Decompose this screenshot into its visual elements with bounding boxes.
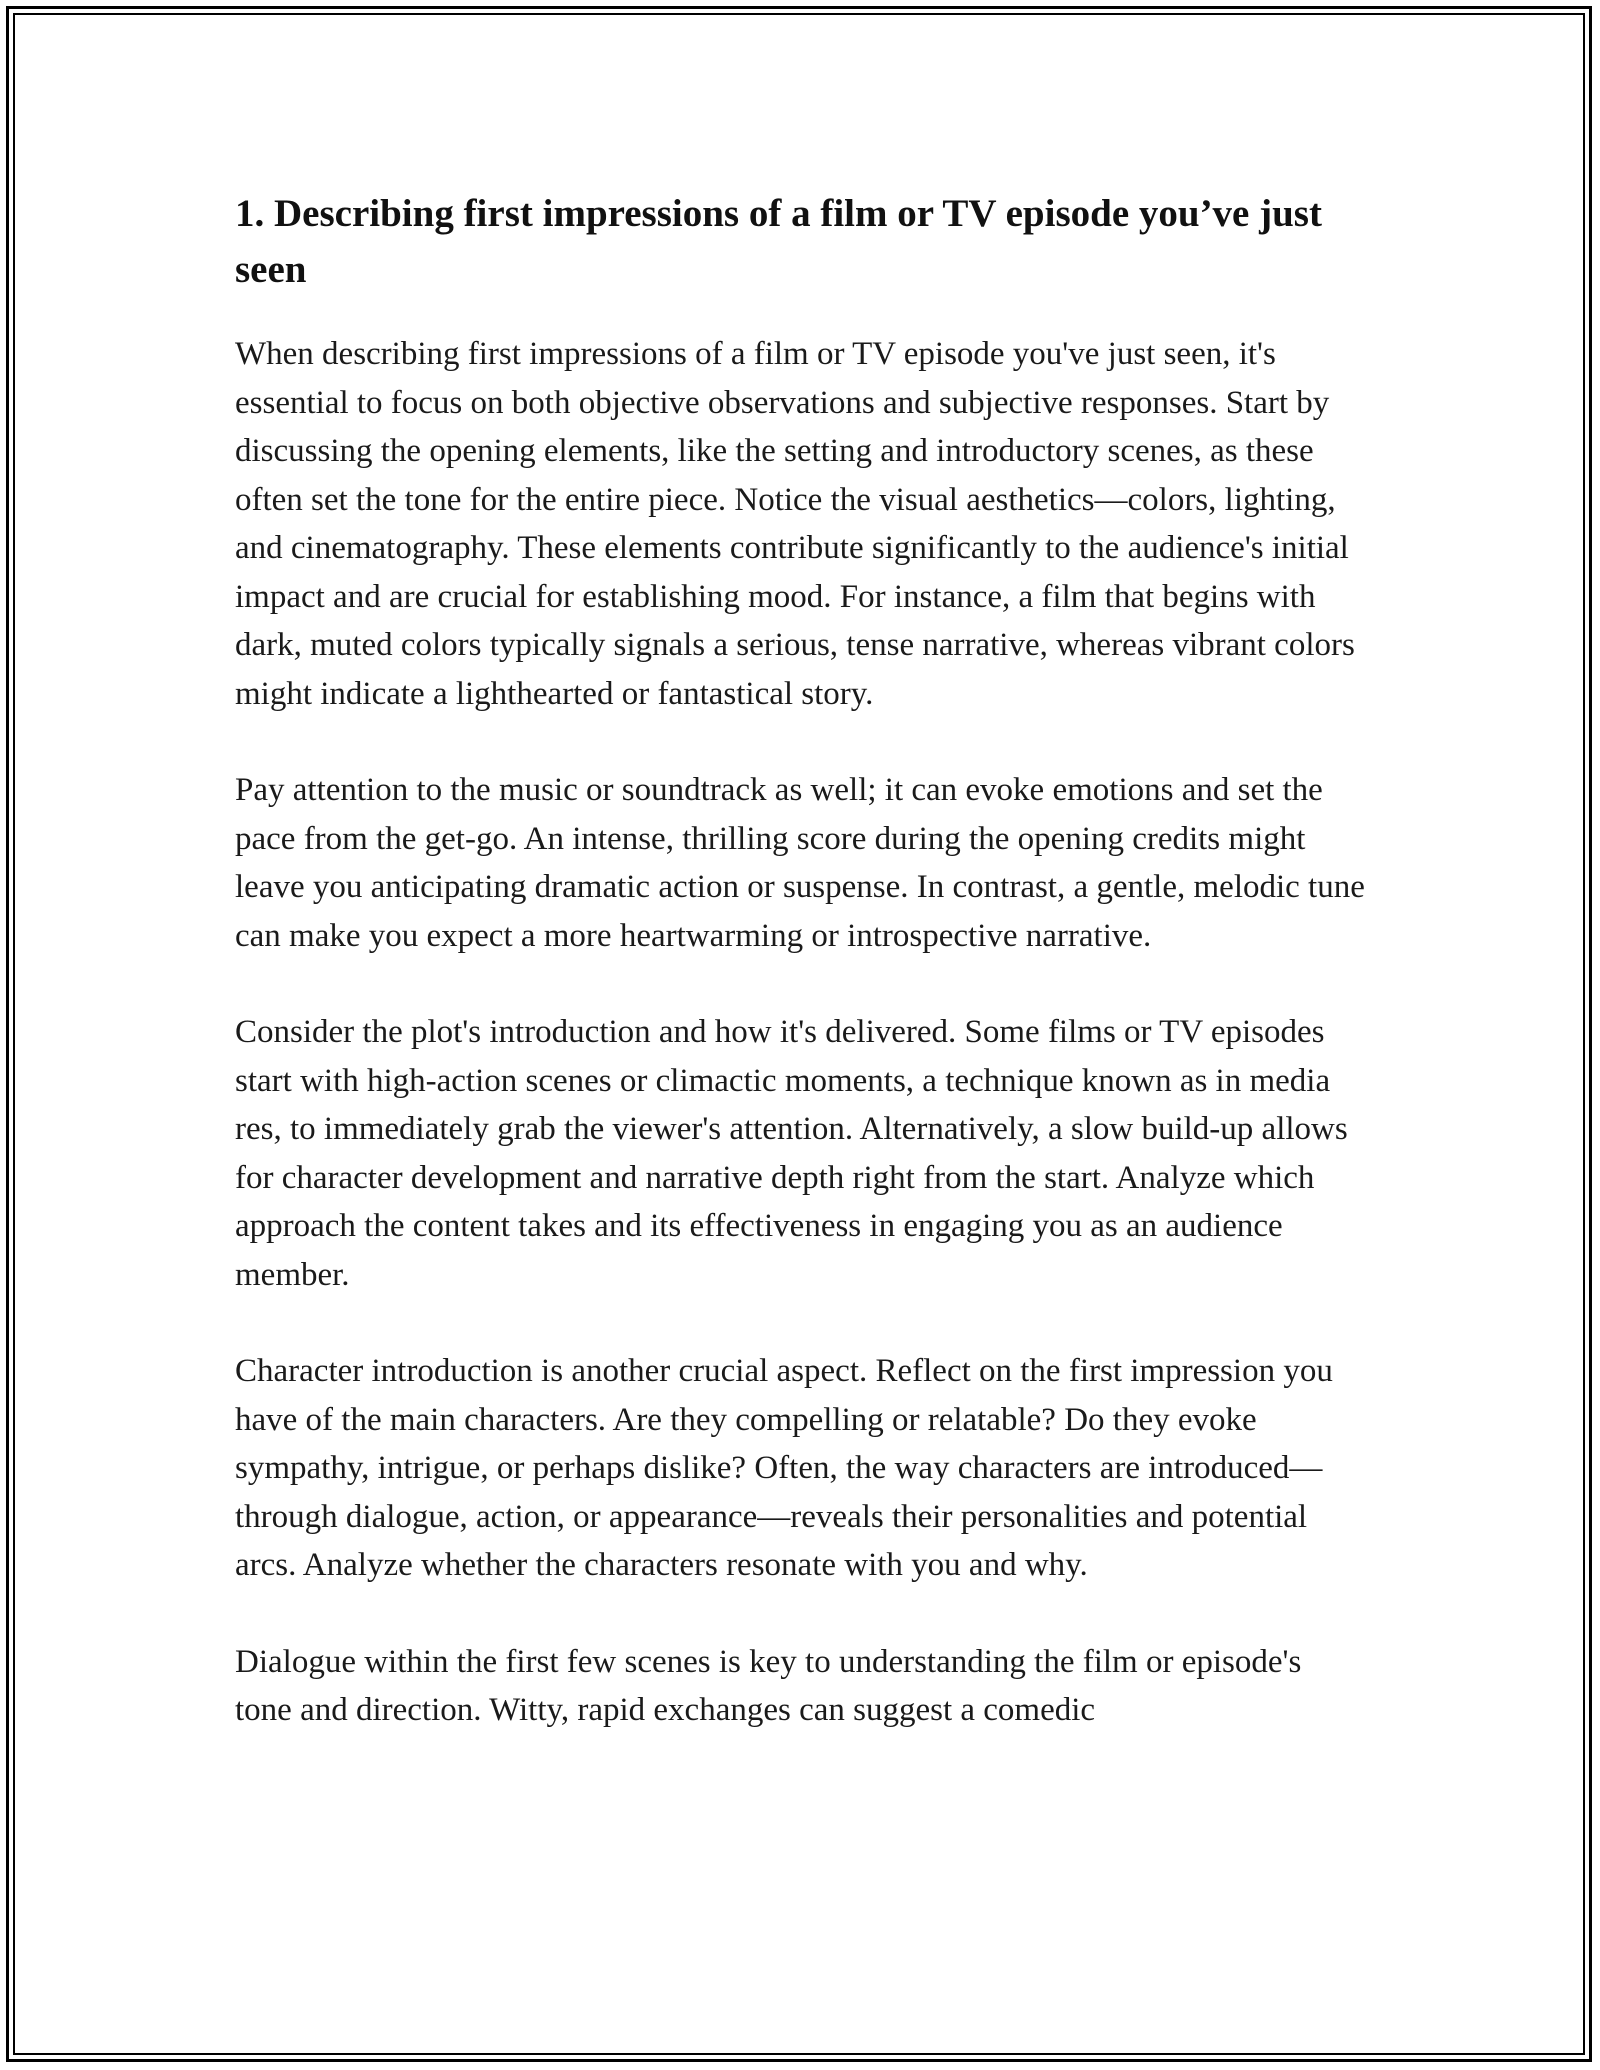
paragraph-first-impressions: When describing first impressions of a film or TV episode you've just seen, it's essential to focus on both objective observations and subjective responses. Start by discussing the opening elements, like the setting and introductory scenes, as these often set the tone for the entire piece. Notice the visual aesthetics—colors, lighting, and cinematography. These elements contribute significantly to the audience's initial impact and are crucial for establishing mood. For instance, a film that begins with dark, muted colors typically signals a serious, tense narrative, whereas vibrant colors might indicate a lighthearted or fantastical story. — [235, 336, 1355, 712]
paragraph-dialogue: Dialogue within the first few scenes is key to understanding the film or episode's tone and direction. Witty, rapid exchanges can suggest a comedic — [235, 1643, 1302, 1728]
paragraph-music: Pay attention to the music or soundtrack as well; it can evoke emotions and set the pace from the get-go. An intense, thrilling score during the opening credits might leave you anticipating dramatic action or suspense. In contrast, a gentle, melodic tune can make you expect a more heartwarming or introspective narrative. — [235, 772, 1365, 954]
paragraph-characters: Character introduction is another crucial aspect. Reflect on the first impression you have of the main characters. Are they compelling or relatable? Do they evoke sympathy, intrigue, or perhaps dislike? Often, the way characters are introduced—through dialogue, action, or appearance—reveals their personalities and potential arcs. Analyze whether the characters resonate with you and why. — [235, 1353, 1333, 1583]
section-heading: 1. Describing first impressions of a film or TV episode you’ve just seen — [235, 192, 1322, 291]
paragraph-plot: Consider the plot's introduction and how it's delivered. Some films or TV episodes start with high-action scenes or climactic moments, a technique known as in media res, to immediately grab the viewer's attention. Alternatively, a slow build-up allows for character development and narrative depth right from the start. Analyze which approach the content takes and its effectiveness in engaging you as an audience member. — [235, 1014, 1348, 1293]
document-body — [235, 186, 1365, 1783]
